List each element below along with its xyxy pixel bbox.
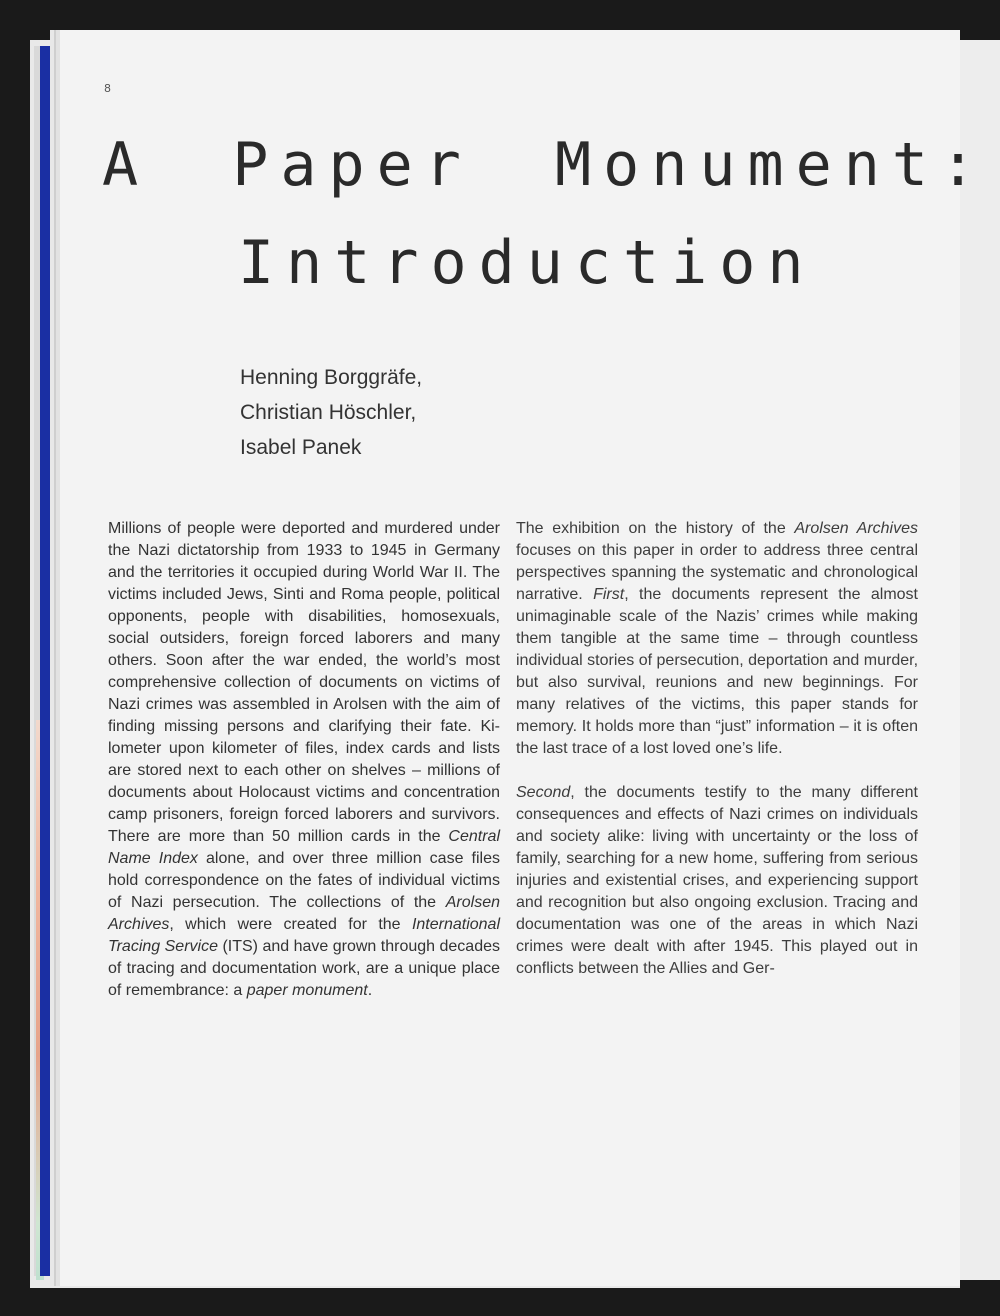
author-name: Christian Höschler, bbox=[240, 401, 417, 424]
body-paragraph: The exhibition on the history of the Arolsen Archives focuses on this paper in order to address three central perspectives spanning the systematic and chronological narrative. First, the documents represent the almost unimaginable scale of the Nazis’ crimes while making them tangible at the same time – through countless individual stories of persecution, deportation and murder, but also survival, reunions and new beginnings. For many relatives of the victims, this paper stands for memory. It holds more than “just” information – it is often the last trace of a lost loved one’s life. bbox=[516, 520, 919, 757]
body-paragraph: Second, the documents testify to the many different consequences and effects of Nazi crimes on individuals and society alike: living with uncertainty or the loss of family, searching for a new home, suffering from serious injuries and existential crises, and experiencing support and recognition but also ongoing exclusion. Tracing and documentation was one of the areas in which Nazi crimes were dealt with after 1945. This played out in conflicts between the Allies and Ger- bbox=[516, 784, 918, 977]
title-line-1: A Paper Monument: bbox=[102, 130, 989, 200]
title-line-2: Introduction bbox=[238, 228, 816, 298]
author-name: Henning Borggräfe, bbox=[240, 366, 423, 389]
author-name: Isabel Panek bbox=[240, 436, 362, 459]
author-list bbox=[240, 360, 422, 465]
body-column-left bbox=[108, 518, 500, 1002]
body-paragraph: Millions of people were deported and murdered under the Nazi dictatorship from 1933 to 1945 in Germany and the territories it occupied during World War II. The victims included Jews, Sinti and Roma people, political opponents, people with disabilities, homosexuals, social outsiders, foreign forced laborers and many others. Soon after the war ended, the world’s most comprehensive collection of documents on victims of Nazi crimes was assembled in Arolsen with the aim of finding missing persons and clarifying their fate. Kilometer upon kilometer of files, index cards and lists are stored next to each other on shelves – millions of documents about Holocaust victims and concentration camp prisoners, foreign forced laborers and survivors. There are more than 50 million cards in the Central Name Index alone, and over three million case files hold correspondence on the fates of individual victims of Nazi persecution. The collections of the Arolsen Archives, which were created for the International Tracing Service (ITS) and have grown through decades of tracing and documentation work, are a unique place of remembrance: a paper monument. bbox=[108, 520, 501, 999]
blue-spine bbox=[40, 46, 52, 1276]
page-number: 8 bbox=[104, 82, 111, 95]
body-column-right bbox=[516, 518, 918, 980]
